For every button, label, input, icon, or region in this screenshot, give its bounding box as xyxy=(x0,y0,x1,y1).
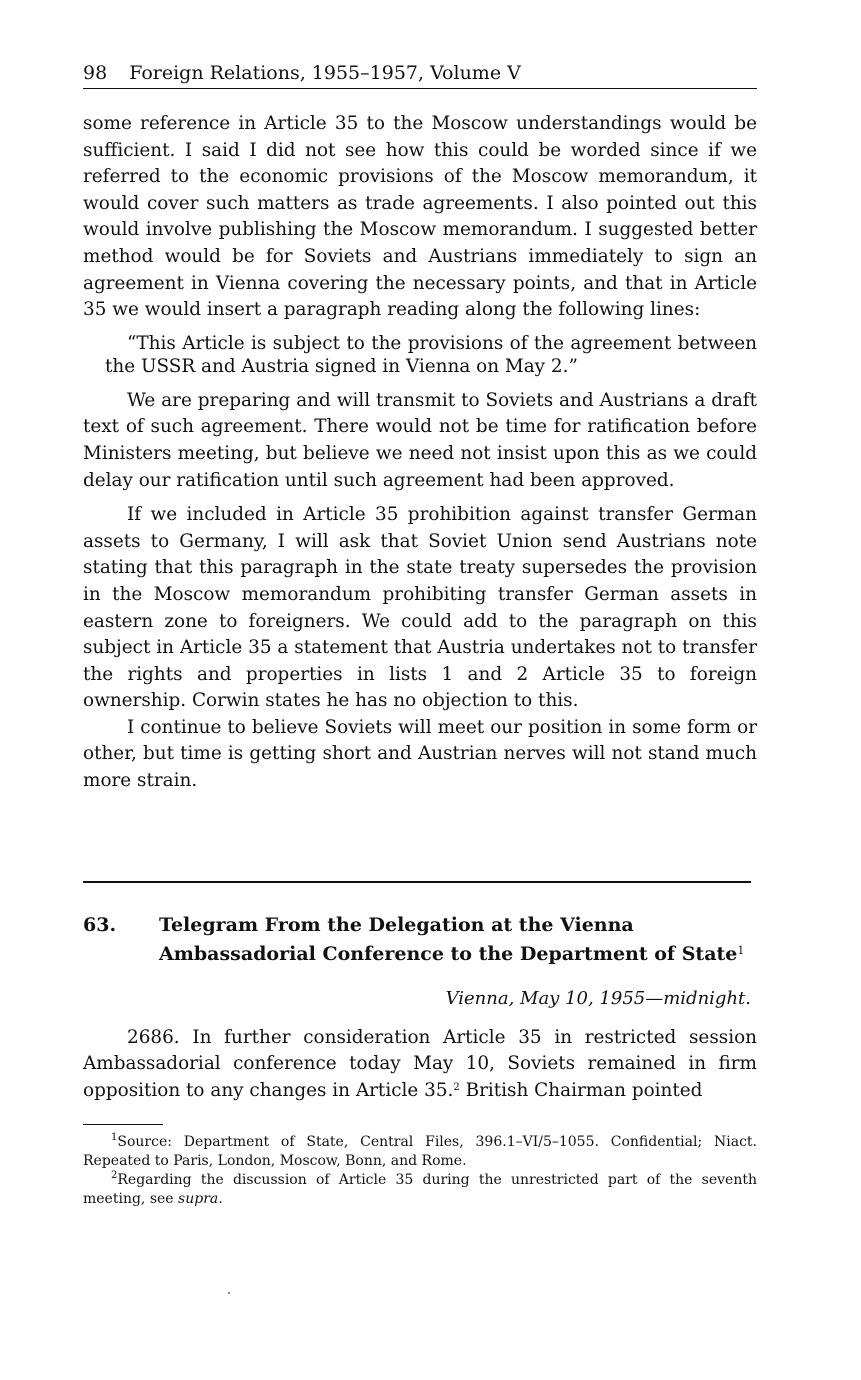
continuation-text xyxy=(83,111,757,795)
footnote-rule xyxy=(83,1124,163,1125)
document-page xyxy=(83,60,757,1209)
footnote xyxy=(83,1171,757,1209)
footnote-mark: 1 xyxy=(111,1132,118,1144)
page-number: 98 xyxy=(83,62,108,84)
paragraph xyxy=(83,1025,757,1105)
scan-speck xyxy=(228,1292,230,1294)
footnote-ref: 2 xyxy=(453,1081,460,1093)
paragraph: If we included in Article 35 prohibition against transfer German assets to Germany, I will ask that Soviet Union send Austrians note stating that this paragraph in the state treaty supersedes the provision in the Moscow memorandum prohibiting transfer German assets in eastern zone to foreigners. We could add to the paragraph on this subject in Article 35 a statement that Austria undertakes not to transfer the rights and properties in lists 1 and 2 Article 35 to foreign ownership. Corwin states he has no objection to this. xyxy=(83,504,757,712)
document-heading xyxy=(83,913,757,967)
footnote-ref: 1 xyxy=(737,943,745,957)
telegram-text-part: British Chairman pointed xyxy=(459,1079,703,1101)
footnotes xyxy=(83,1133,757,1209)
block-quote: “This Article is subject to the provisions of the agreement between the USSR and Austria signed in Vienna on May 2.” xyxy=(105,332,757,377)
document-title-text: Telegram From the Delegation at the Vienna Ambassadorial Conference to the Department of State xyxy=(159,913,738,965)
document-title xyxy=(159,913,757,967)
volume-title: Foreign Relations, 1955–1957, Volume V xyxy=(129,62,521,84)
telegram-text xyxy=(83,1025,757,1105)
footnote-text: Regarding the discussion of Article 35 during the unrestricted part of the seventh meeting, see xyxy=(83,1172,757,1208)
paragraph: We are preparing and will transmit to Soviets and Austrians a draft text of such agreement. There would not be time for ratification before Ministers meeting, but believe we need not insist upon this as we could delay our ratification until such agreement had been approved. xyxy=(83,389,757,491)
footnote-italic: supra. xyxy=(178,1191,223,1208)
footnote-mark: 2 xyxy=(111,1170,118,1182)
dateline: Vienna, May 10, 1955—midnight. xyxy=(445,987,751,1009)
section-divider xyxy=(83,881,751,883)
running-head xyxy=(83,60,757,89)
paragraph: some reference in Article 35 to the Moscow understandings would be sufficient. I said I did not see how this could be worded since if we referred to the economic provisions of the Moscow memorandum, it would cover such matters as trade agreements. I also pointed out this would involve publishing the Moscow memorandum. I suggested better method would be for Soviets and Austrians immediately to sign an agreement in Vienna covering the necessary points, and that in Article 35 we would insert a paragraph reading along the following lines: xyxy=(83,113,757,321)
footnote xyxy=(83,1133,757,1171)
paragraph: I continue to believe Soviets will meet our position in some form or other, but time is getting short and Austrian nerves will not stand much more strain. xyxy=(83,716,757,792)
telegram-text-part: 2686. In further consideration Article 35 in restricted session Ambassadorial conference today May 10, Soviets remained in firm opposition to any changes in Article 35. xyxy=(83,1026,757,1101)
footnote-text: Source: Department of State, Central Files, 396.1–VI/5–1055. Confidential; Niact. Repeated to Paris, London, Moscow, Bonn, and Rome. xyxy=(83,1134,757,1170)
document-number: 63. xyxy=(83,913,117,936)
